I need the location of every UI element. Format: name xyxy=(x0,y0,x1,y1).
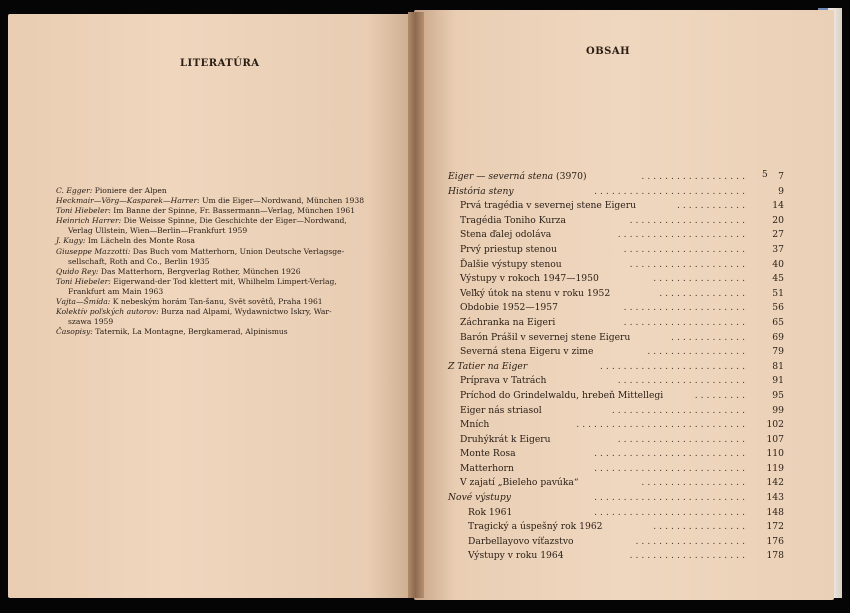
toc-page-number: 178 xyxy=(766,550,784,562)
literature-author: Giuseppe Mazzotti: xyxy=(56,246,131,256)
literature-text: Das Buch vom Matterhorn, Union Deutsche Verlagsge- xyxy=(132,246,345,256)
toc-title: Ďalšie výstupy stenou xyxy=(460,258,562,270)
toc-row xyxy=(448,316,788,331)
literature-entry xyxy=(56,216,386,236)
literature-author: Heckmair—Vörg—Kasparek—Harrer: xyxy=(56,196,200,206)
literature-text-continued: szawa 1959 xyxy=(68,317,114,327)
toc-row xyxy=(448,301,788,316)
toc-row xyxy=(448,418,788,433)
literature-text: Die Weisse Spinne, Die Geschichte der Eiger—Nordwand, xyxy=(123,216,347,226)
toc-row xyxy=(448,374,788,389)
literature-text: Im Lächeln des Monte Rosa xyxy=(87,236,195,246)
toc-page-number: 102 xyxy=(766,419,784,431)
toc-title: Prvý priestup stenou xyxy=(460,243,557,255)
toc-page-number: 110 xyxy=(766,448,784,460)
toc-page-number: 27 xyxy=(772,229,784,241)
toc-page-number: 119 xyxy=(766,462,784,474)
toc-leader-dots: ................ xyxy=(653,273,748,285)
toc-page-number: 99 xyxy=(772,404,784,416)
toc-title: Eiger — severná stena (3970) xyxy=(448,171,587,182)
literature-entry xyxy=(56,277,386,297)
toc-row xyxy=(448,258,788,273)
toc-title: Výstupy v rokoch 1947—1950 xyxy=(460,273,599,285)
toc-leader-dots: .................. xyxy=(641,477,748,489)
toc-leader-dots: ...................... xyxy=(617,375,748,387)
toc-row xyxy=(448,331,788,346)
toc-leader-dots: .................... xyxy=(629,214,748,226)
contents-heading: OBSAH xyxy=(586,46,631,57)
literature-text: Burza nad Alpami, Wydawnictwo Iskry, War- xyxy=(161,307,332,317)
toc-title: Výstupy v roku 1964 xyxy=(468,550,564,562)
literature-author: Toni Hiebeler: xyxy=(56,206,111,216)
toc-row xyxy=(448,389,788,404)
toc-row xyxy=(448,462,788,477)
toc-title: V zajatí „Bieleho pavúka“ xyxy=(460,477,579,489)
literature-list xyxy=(56,186,386,337)
toc-page-number: 56 xyxy=(772,302,784,314)
toc-leader-dots: ............. xyxy=(671,331,748,343)
toc-title: Záchranka na Eigeri xyxy=(460,316,556,328)
literature-entry xyxy=(56,206,386,216)
toc-leader-dots: ...................... xyxy=(617,229,748,241)
toc-row xyxy=(448,549,788,564)
toc-row xyxy=(448,535,788,550)
literature-text-continued: Frankfurt am Main 1963 xyxy=(68,286,164,296)
toc-row xyxy=(448,433,788,448)
toc-row xyxy=(448,170,788,185)
toc-leader-dots: ............ xyxy=(676,200,748,212)
toc-page-number: 79 xyxy=(772,346,784,358)
toc-title: Stena ďalej odoláva xyxy=(460,229,552,241)
toc-title: Príprava v Tatrách xyxy=(460,375,547,387)
toc-page-number: 91 xyxy=(772,375,784,387)
literature-text: K nebeským horám Tan-šanu, Svět sovětů, Praha 1961 xyxy=(112,297,323,307)
toc-leader-dots: ................. xyxy=(647,346,748,358)
literature-heading: LITERATÚRA xyxy=(180,58,260,69)
literature-author: Vајta—Šmída: xyxy=(56,297,111,307)
toc-page-number: 7 xyxy=(778,171,784,182)
toc-title: Severná stena Eigeru v zime xyxy=(460,346,594,358)
toc-title: Matterhorn xyxy=(460,462,514,474)
toc-title: Monte Rosa xyxy=(460,448,516,460)
contents-list xyxy=(448,170,788,564)
toc-leader-dots: ..................... xyxy=(623,316,748,328)
literature-text: Pioniere der Alpen xyxy=(94,186,167,195)
literature-author: Heinrich Harrer: xyxy=(56,216,122,226)
toc-row xyxy=(448,360,788,375)
literature-entry xyxy=(56,307,386,327)
toc-leader-dots: ......................... xyxy=(599,360,748,372)
literature-entry xyxy=(56,247,386,267)
toc-title: Tragický a úspešný rok 1962 xyxy=(468,521,603,533)
toc-page-number: 14 xyxy=(772,200,784,212)
toc-leader-dots: .................... xyxy=(629,258,748,270)
toc-leader-dots: .......................... xyxy=(594,185,748,197)
toc-title: Barón Prášil v severnej stene Eigeru xyxy=(460,331,631,343)
toc-page-number: 51 xyxy=(772,287,784,299)
toc-page-number: 65 xyxy=(772,316,784,328)
literature-entry xyxy=(56,327,386,337)
toc-page-number: 45 xyxy=(772,273,784,285)
literature-text-continued: Verlag Ullstein, Wien—Berlin—Frankfurt 1959 xyxy=(68,226,248,236)
toc-title: Nové výstupy xyxy=(448,492,511,504)
toc-row xyxy=(448,404,788,419)
toc-title: Veľký útok na stenu v roku 1952 xyxy=(460,287,611,299)
literature-text: Eigerwand-der Tod klettert mit, Whilhelm Limpert-Verlag, xyxy=(113,276,337,286)
toc-leader-dots: .................. xyxy=(641,171,748,182)
literature-entry xyxy=(56,236,386,246)
toc-leader-dots: ....................... xyxy=(611,404,748,416)
toc-title: Druhýkrát k Eigeru xyxy=(460,433,551,445)
toc-page-number: 148 xyxy=(766,506,784,518)
toc-leader-dots: ......... xyxy=(694,389,748,401)
literature-author: Časopisy: xyxy=(56,327,93,337)
literature-text: Das Matterhorn, Bergverlag Rother, München 1926 xyxy=(100,266,301,276)
literature-entry xyxy=(56,196,386,206)
literature-text-continued: sellschaft, Roth and Co., Berlin 1935 xyxy=(68,256,210,266)
toc-title: Z Tatier na Eiger xyxy=(448,360,528,372)
toc-title: Tragédia Toniho Kurza xyxy=(460,214,566,226)
toc-row xyxy=(448,476,788,491)
toc-row xyxy=(448,243,788,258)
toc-leader-dots: ...................... xyxy=(617,433,748,445)
toc-page-number: 20 xyxy=(772,214,784,226)
toc-row xyxy=(448,185,788,200)
toc-title: Prvá tragédia v severnej stene Eigeru xyxy=(460,200,637,212)
toc-leader-dots: .......................... xyxy=(594,448,748,460)
toc-title: Príchod do Grindelwaldu, hrebeň Mittellegi xyxy=(460,389,664,401)
literature-author: Kolektív poľských autorov: xyxy=(56,307,159,317)
literature-author: Toni Hiebeler: xyxy=(56,276,111,286)
toc-leader-dots: .......................... xyxy=(594,492,748,504)
toc-page-number: 176 xyxy=(766,535,784,547)
toc-page-number: 143 xyxy=(766,492,784,504)
toc-first-page-number: 5 xyxy=(762,170,768,180)
toc-leader-dots: ..................... xyxy=(623,243,748,255)
toc-row xyxy=(448,447,788,462)
toc-page-number: 107 xyxy=(766,433,784,445)
toc-row xyxy=(448,287,788,302)
book-gutter xyxy=(408,12,424,598)
toc-row xyxy=(448,520,788,535)
literature-author: J. Kugy: xyxy=(56,236,86,246)
toc-row xyxy=(448,491,788,506)
toc-page-number: 95 xyxy=(772,389,784,401)
toc-page-number: 9 xyxy=(778,185,784,197)
toc-page-number: 37 xyxy=(772,243,784,255)
toc-row xyxy=(448,228,788,243)
literature-entry xyxy=(56,186,386,196)
toc-row xyxy=(448,199,788,214)
toc-page-number: 81 xyxy=(772,360,784,372)
toc-leader-dots: ............................. xyxy=(576,419,748,431)
literature-author: Quido Rey: xyxy=(56,266,99,276)
literature-text: Um die Eiger—Nordwand, München 1938 xyxy=(202,196,365,206)
toc-page-number: 69 xyxy=(772,331,784,343)
toc-leader-dots: .......................... xyxy=(594,506,748,518)
toc-row xyxy=(448,272,788,287)
toc-leader-dots: ................ xyxy=(653,521,748,533)
toc-title: Darbellayovo víťazstvo xyxy=(468,535,574,547)
toc-leader-dots: ..................... xyxy=(623,302,748,314)
toc-leader-dots: .......................... xyxy=(594,462,748,474)
toc-page-number: 40 xyxy=(772,258,784,270)
toc-title: Rok 1961 xyxy=(468,506,513,518)
literature-text: Im Banne der Spinne, Fr. Bassermann—Verlag, München 1961 xyxy=(113,206,356,216)
toc-leader-dots: .................... xyxy=(629,550,748,562)
toc-row xyxy=(448,214,788,229)
literature-text: Taternik, La Montagne, Bergkamerad, Alpinismus xyxy=(95,327,288,337)
literature-entry xyxy=(56,297,386,307)
literature-author: C. Egger: xyxy=(56,186,93,195)
toc-leader-dots: ................... xyxy=(635,535,748,547)
toc-title: Obdobie 1952—1957 xyxy=(460,302,558,314)
toc-title: Mních xyxy=(460,419,490,431)
literature-entry xyxy=(56,267,386,277)
toc-row xyxy=(448,345,788,360)
toc-title: Eiger nás striasol xyxy=(460,404,542,416)
toc-row xyxy=(448,506,788,521)
toc-page-number: 142 xyxy=(766,477,784,489)
toc-page-number: 172 xyxy=(766,521,784,533)
toc-title: História steny xyxy=(448,185,514,197)
toc-leader-dots: ............... xyxy=(659,287,748,299)
